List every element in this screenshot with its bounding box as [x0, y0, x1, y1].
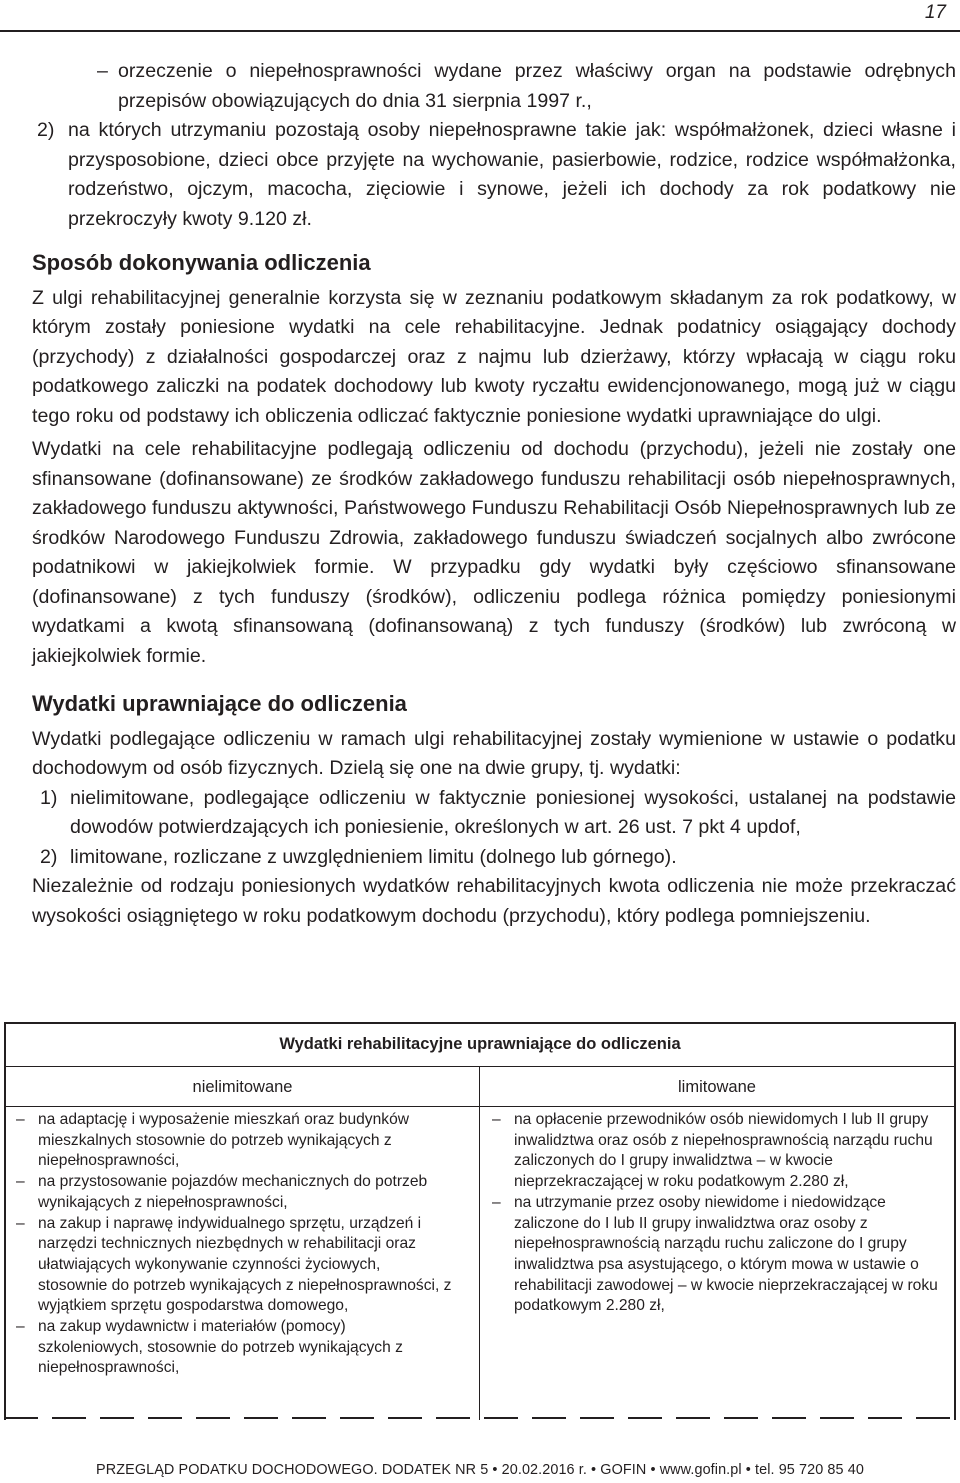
dash-mark: – — [16, 1111, 25, 1128]
table-list-item — [8, 1317, 452, 1379]
section2-list-item-2 — [32, 843, 956, 873]
section2-paragraph-1: Wydatki podlegające odliczeniu w ramach ulgi rehabilitacyjnej zostały wymienione w ustawie o podatku dochodowym od osób fizycznych. Dzielą się one na dwie grupy, tj. wydatki: — [32, 727, 956, 779]
section1-paragraph-1: Z ulgi rehabilitacyjnej generalnie korzysta się w zeznaniu podatkowym składanym za rok podatkowy, w którym zostały poniesione wydatki na cele rehabilitacyjne. Jednak podatnicy osiągający dochody (przychody) z działalności gospodarczej oraz z najmu lub dzierżawy, którzy wpłacają w ciągu roku podatkowego zaliczki na podatek dochodowy lub kwoty ryczałtu ewidencjonowanego, mogą już w ciągu tego roku od podstawy ich obliczenia odliczać faktycznie poniesione wydatki uprawniające do ulgi. — [32, 286, 956, 427]
table-item-text: na zakup wydawnictw i materiałów (pomocy) szkoleniowych, stosownie do potrzeb wynikających z niepełnosprawności, — [38, 1318, 403, 1377]
table-title: Wydatki rehabilitacyjne uprawniające do odliczenia — [279, 1035, 681, 1053]
table-bottom-dashed-border — [4, 1417, 956, 1419]
table-item-text: na utrzymanie przez osoby niewidome i niedowidzące zaliczone do I lub II grupy inwalidztwa oraz osoby z niepełnosprawnością narządu ruchu zaliczone do I grupy inwalidztwa psa asystującego, o którym mowa w ustawie o rehabilitacji zawodowej – w kwocie nieprzekraczającej w roku podatkowym 2.280 zł, — [514, 1193, 938, 1315]
list-number: 1) — [40, 786, 58, 809]
table-item-text: na przystosowanie pojazdów mechanicznych do potrzeb wynikających z niepełnosprawności, — [38, 1173, 428, 1211]
table-item-text: na adaptację i wyposażenie mieszkań oraz budynków mieszkalnych stosownie do potrzeb wynikających z niepełnosprawności, — [38, 1111, 409, 1170]
table-list-item — [8, 1110, 452, 1172]
table-right-border — [954, 1022, 956, 1420]
section-heading-method: Sposób dokonywania odliczenia — [32, 250, 371, 275]
intro-dash-item — [32, 57, 956, 116]
dash-mark: – — [16, 1214, 25, 1232]
column-header-limited: limitowane — [678, 1078, 756, 1096]
page-footer: PRZEGLĄD PODATKU DOCHODOWEGO. DODATEK NR 5 • 20.02.2016 r. • GOFIN • www.gofin.pl • tel. 95 720 85 40 — [96, 1462, 864, 1478]
list-number: 2) — [40, 845, 58, 868]
intro-dash-text: orzeczenie o niepełnosprawności wydane przez właściwy organ na podstawie odrębnych przepisów obowiązujących do dnia 31 sierpnia 1997 r., — [118, 60, 956, 112]
list-item-text: limitowane, rozliczane z uwzględnieniem limitu (dolnego lub górnego). — [70, 845, 677, 868]
section-heading-expenses: Wydatki uprawniające do odliczenia — [32, 691, 407, 716]
expenses-table — [4, 1022, 956, 1420]
intro-item-2-text: na których utrzymaniu pozostają osoby niepełnosprawne takie jak: współmałżonek, dzieci własne i przysposobione, dzieci obce przyjęte na wychowanie, pasierbowie, rodzice, rodzice współmałżonka, rodzeństwo, ojczym, macocha, zięciowie i synowe, jeżeli ich dochody za rok podatkowy nie przekroczyły kwoty 9.120 zł. — [68, 119, 956, 230]
column-unlimited — [8, 1110, 452, 1379]
intro-item-2 — [32, 116, 956, 234]
table-header-divider — [4, 1106, 956, 1107]
table-list-item — [484, 1110, 944, 1193]
dash-mark: – — [16, 1318, 25, 1336]
dash-mark: – — [16, 1173, 25, 1191]
table-list-item — [8, 1214, 452, 1318]
section2-paragraph-2: Niezależnie od rodzaju poniesionych wydatków rehabilitacyjnych kwota odliczenia nie może przekraczać wysokości osiągniętego w roku podatkowym dochodu (przychodu), który podlega pomniejszeniu. — [32, 875, 956, 927]
document-body — [32, 57, 956, 931]
dash-mark: – — [492, 1111, 501, 1128]
column-limited — [484, 1110, 944, 1317]
section2-list-item-1 — [32, 784, 956, 843]
page-number: 17 — [924, 2, 946, 23]
dash-mark: – — [492, 1193, 501, 1211]
section1-paragraph-2: Wydatki na cele rehabilitacyjne podlegają odliczeniu od dochodu (przychodu), jeżeli nie zostały one sfinansowane (dofinansowane) ze środków zakładowego funduszu rehabilitacji osób niepełnosprawnych, zakładowego funduszu aktywności, Państwowego Funduszu Rehabilitacji Osób Niepełnosprawnych lub ze środków Narodowego Funduszu Zdrowia, zakładowego funduszu świadczeń socjalnych albo zwrócone podatnikowi w jakiejkolwiek formie. W przypadku gdy wydatki były częściowo sfinansowane (dofinansowane) z tych funduszy (środków), odliczeniu podlega różnica pomiędzy poniesionymi wydatkami a kwotą sfinansowaną (dofinansowaną) z tych funduszy (środków) lub zwróconą w jakiejkolwiek formie. — [32, 438, 956, 667]
top-rule — [0, 30, 960, 32]
table-list-item — [8, 1172, 452, 1213]
table-title-divider — [4, 1066, 956, 1067]
table-top-border — [4, 1022, 956, 1024]
table-list-item — [484, 1193, 944, 1317]
dash-mark: – — [97, 60, 108, 82]
item-number: 2) — [37, 119, 55, 141]
list-item-text: nielimitowane, podlegające odliczeniu w faktycznie poniesionej wysokości, ustalanej na podstawie dowodów potwierdzających ich poniesienie, określonych w art. 26 ust. 7 pkt 4 updof, — [70, 786, 956, 838]
table-column-divider — [479, 1066, 480, 1420]
table-item-text: na opłacenie przewodników osób niewidomych I lub II grupy inwalidztwa oraz osób z niepełnosprawnością narządu ruchu zaliczonych do I grupy inwalidztwa – w kwocie nieprzekraczającej w roku podatkowym 2.280 zł, — [514, 1111, 933, 1191]
column-header-unlimited: nielimitowane — [192, 1078, 293, 1096]
table-item-text: na zakup i naprawę indywidualnego sprzętu, urządzeń i narzędzi technicznych niezbędnych w rehabilitacji oraz ułatwiających wykonywanie czynności życiowych, stosownie do potrzeb wynikających z niepełnosprawności, z wyjątkiem sprzętu gospodarstwa domowego, — [38, 1214, 452, 1315]
